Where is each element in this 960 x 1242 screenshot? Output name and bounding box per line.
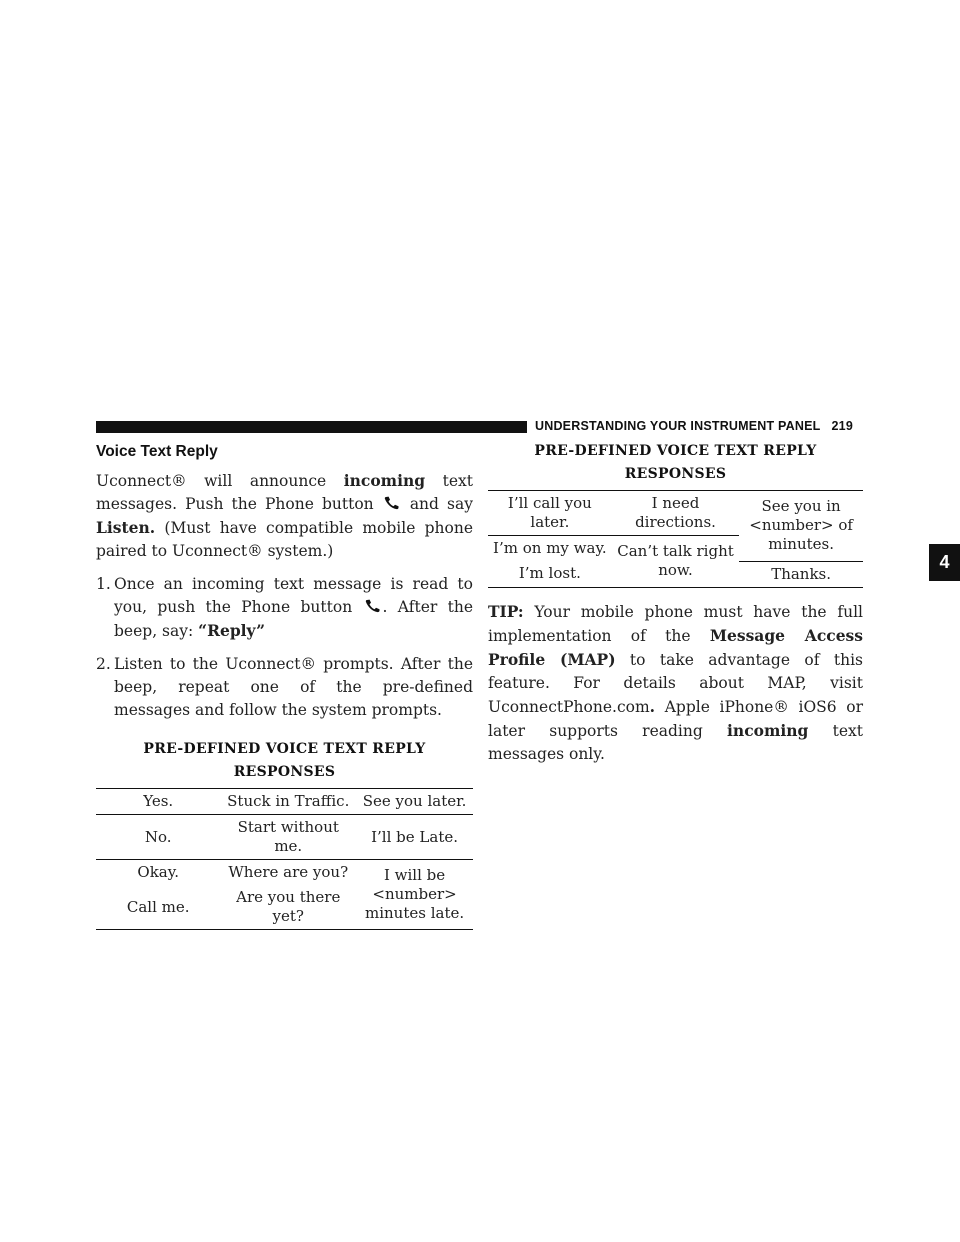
section-title: Voice Text Reply [96, 443, 218, 460]
table-cell: I’ll call you later. [507, 494, 592, 531]
page-number: 219 [831, 419, 853, 433]
tip-paragraph: TIP: Your mobile phone must have the full implementation of the Message Access Profile (MAP) to take advantage of this feature. For details about MAP, visit UconnectPhone.com. Apple iPhone® iOS6 or later supports reading incoming text messages only. [488, 601, 864, 763]
left-column [96, 438, 473, 930]
responses-table [488, 490, 863, 588]
list-item: 1. Once an incoming text message is read to you, push the Phone button . After the beep, say: “Reply” [96, 575, 474, 640]
table-row [488, 491, 863, 536]
responses-table [96, 788, 473, 930]
table-cell: Thanks. [739, 561, 863, 587]
table-cell: Start without me. [220, 815, 356, 860]
table-cell: Stuck in Traffic. [227, 792, 350, 810]
table-cell: Call me. [126, 897, 190, 916]
table-cell: I’m lost. [518, 564, 581, 583]
table-caption: PRE-DEFINED VOICE TEXT REPLY RESPONSES [143, 741, 426, 780]
table-cell: See you later. [362, 792, 467, 810]
table-cell: I will be <number> minutes late. [356, 860, 473, 930]
chapter-tab: 4 [929, 544, 960, 581]
table-row [96, 815, 473, 860]
table-cell: Can’t talk right now. [612, 536, 740, 588]
table-cell: No. [96, 815, 220, 860]
table-row [96, 789, 473, 815]
running-header [535, 419, 853, 433]
table-cell: I’m on my way. [488, 536, 612, 562]
list-item: 2. Listen to the Uconnect® prompts. After the beep, repeat one of the pre-defined messages and follow the system prompts. [96, 655, 473, 719]
phone-icon [365, 599, 381, 613]
table-cell: Yes. [143, 792, 174, 810]
table-cell: See you in <number> of minutes. [749, 497, 853, 554]
header-rule [96, 421, 527, 433]
intro-paragraph: Uconnect® will announce incoming text messages. Push the Phone button and say Listen. (Must have compatible mobile phone paired to Uconnect® system.) [96, 471, 473, 560]
table-cell: Okay. [96, 860, 220, 886]
phone-icon [384, 496, 400, 510]
header-section-title: UNDERSTANDING YOUR INSTRUMENT PANEL [535, 419, 821, 433]
table-cell: I need directions. [635, 494, 716, 531]
table-cell: I’ll be Late. [356, 815, 473, 860]
steps-list [96, 573, 473, 722]
right-column [488, 438, 863, 766]
table-cell: Where are you? [220, 860, 356, 886]
table-cell: Are you there yet? [236, 888, 341, 925]
table-row [96, 860, 473, 886]
table-caption: PRE-DEFINED VOICE TEXT REPLY RESPONSES [534, 443, 817, 482]
tip-label: TIP: [488, 601, 524, 621]
